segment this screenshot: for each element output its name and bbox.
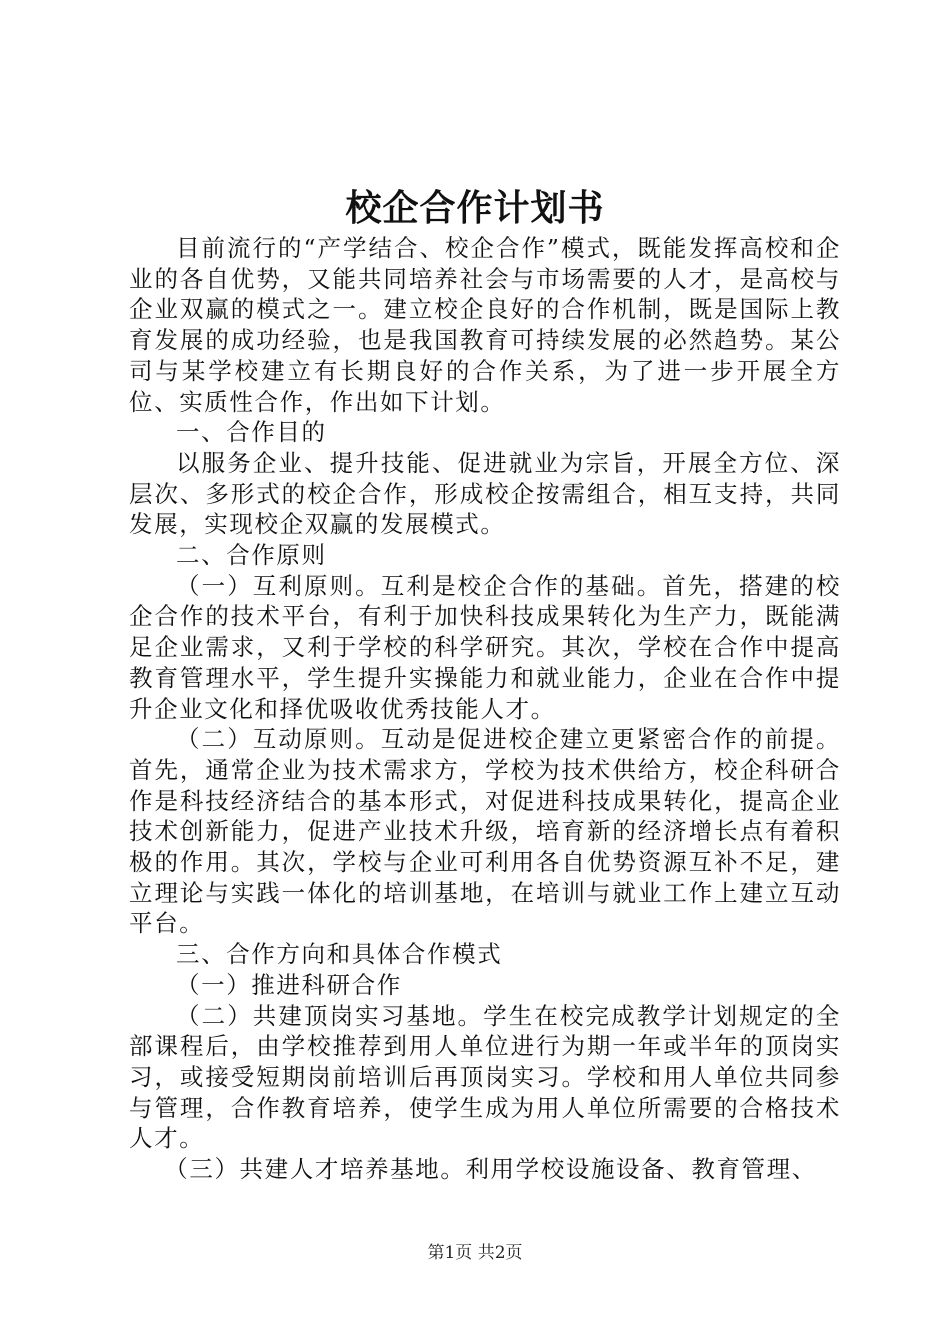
section-heading-purpose: 一、合作目的 (176, 418, 327, 447)
document-body (129, 233, 841, 1185)
section-heading-modes: 三、合作方向和具体合作模式 (176, 940, 503, 969)
purpose-paragraph: 以服务企业、提升技能、促进就业为宗旨，开展全方位、深层次、多形式的校企合作，形成校企按需组合，相互支持，共同发展，实现校企双赢的发展模式。 (129, 448, 841, 539)
principle-interaction-paragraph: （二）互动原则。互动是促进校企建立更紧密合作的前提。首先，通常企业为技术需求方，学校为技术供给方，校企科研合作是科技经济结合的基本形式，对促进科技成果转化，提高企业技术创新能力，促进产业技术升级，培育新的经济增长点有着积极的作用。其次，学校与企业可利用各自优势资源互补不足，建立理论与实践一体化的培训基地，在培训与就业工作上建立互动平台。 (129, 725, 841, 938)
intro-paragraph: 目前流行的“产学结合、校企合作”模式，既能发挥高校和企业的各自优势，又能共同培养社会与市场需要的人才，是高校与企业双赢的模式之一。建立校企良好的合作机制，既是国际上教育发展的成功经验，也是我国教育可持续发展的必然趋势。某公司与某学校建立有长期良好的合作关系，为了进一步开展全方位、实质性合作，作出如下计划。 (129, 234, 841, 416)
section-heading-principles: 二、合作原则 (176, 541, 327, 570)
principle-mutual-benefit-paragraph: （一）互利原则。互利是校企合作的基础。首先，搭建的校企合作的技术平台，有利于加快科技成果转化为生产力，既能满足企业需求，又利于学校的科学研究。其次，学校在合作中提高教育管理水平，学生提升实操能力和就业能力，企业在合作中提升企业文化和择优吸收优秀技能人才。 (129, 571, 841, 723)
mode-internship-paragraph: （二）共建顶岗实习基地。学生在校完成教学计划规定的全部课程后，由学校推荐到用人单位进行为期一年或半年的顶岗实习，或接受短期岗前培训后再顶岗实习。学校和用人单位共同参与管理，合作教育培养，使学生成为用人单位所需要的合格技术人才。 (129, 1001, 841, 1153)
mode-research-heading: （一）推进科研合作 (176, 970, 402, 999)
document-title: 校企合作计划书 (345, 187, 605, 229)
page-footer: 第1页 共2页 (427, 1243, 523, 1263)
mode-talent-base-paragraph: （三）共建人才培养基地。利用学校设施设备、教育管理、 (164, 1155, 817, 1184)
